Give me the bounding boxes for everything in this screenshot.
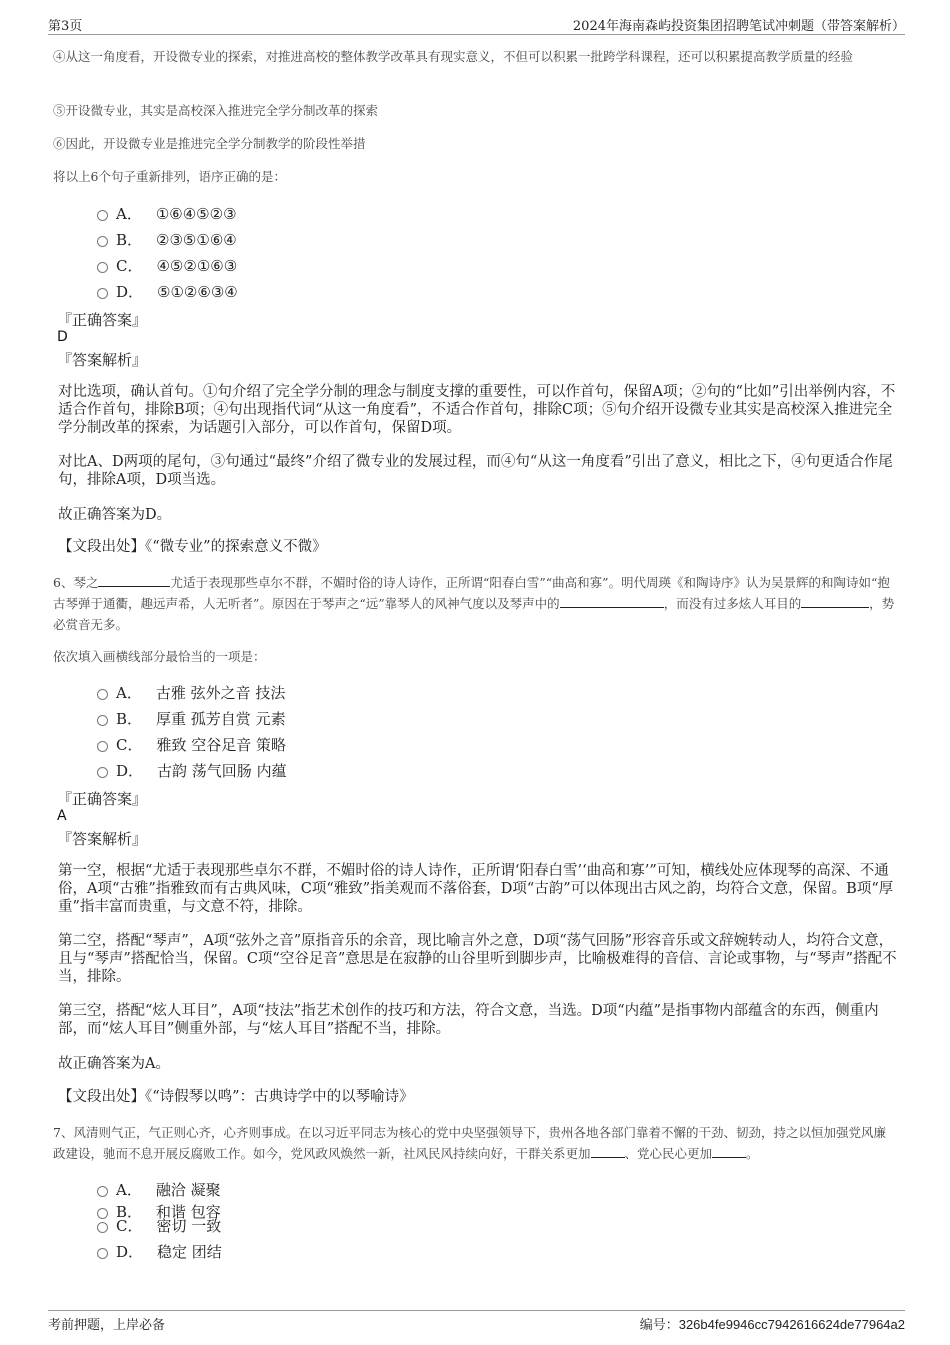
radio-icon[interactable] bbox=[97, 767, 108, 778]
footer-slogan: 考前押题，上岸必备 bbox=[48, 1318, 166, 1333]
fill-blank bbox=[560, 595, 664, 608]
analysis-paragraph: 第三空，搭配“炫人耳目”，A项“技法”指艺术创作的技巧和方法，符合文意，当选。D项“内蕴”是指事物内部蕴含的东西，侧重内部，而“炫人耳目”侧重外部，与“炫人耳目”搭配不当，排除。 bbox=[58, 1003, 879, 1037]
q5-option-b[interactable]: B． ②③⑤①⑥④ bbox=[97, 229, 237, 250]
sentence-4: ④从这一角度看，开设微专业的探索，对推进高校的整体教学改革具有现实意义，不但可以积累一批跨学科课程，还可以积累提高教学质量的经验 bbox=[53, 49, 854, 64]
analysis-heading: 『答案解析』 bbox=[57, 351, 148, 369]
answer-heading: 『正确答案』 bbox=[57, 311, 148, 329]
radio-icon[interactable] bbox=[97, 741, 108, 752]
radio-icon[interactable] bbox=[97, 288, 108, 299]
q7-option-d[interactable]: D． 稳定 团结 bbox=[97, 1241, 222, 1262]
radio-icon[interactable] bbox=[97, 1248, 108, 1259]
q6-option-c[interactable]: C． 雅致 空谷足音 策略 bbox=[97, 734, 286, 755]
analysis-paragraph: 第一空，根据“尤适于表现那些卓尔不群，不媚时俗的诗人诗作，正所谓‘阳春白雪’‘曲高和寡’”可知，横线处应体现琴的高深、不通俗，A项“古雅”指雅致而有古典风味，C项“雅致”指美观而不落俗套，D项“古韵”可以体现出古风之韵，均符合文意，保留。B项“厚重”指丰富而贵重，与文意不符，排除。 bbox=[58, 863, 894, 915]
question-stem: 6、琴之 尤适于表现那些卓尔不群，不媚时俗的诗人诗作，正所谓“阳春白雪”“曲高和寡”。明代周瑛《和陶诗序》认为吴景辉的和陶诗如“抱古琴弹于通衢，趣远声希，人无听者”。原因在于琴声之“远”靠琴人的风神气度以及琴声中的 ，而没有过多炫人耳目的 ，势必赏音无多。 bbox=[53, 575, 895, 632]
q7-option-c[interactable]: C． 密切 一致 bbox=[97, 1215, 221, 1236]
radio-icon[interactable] bbox=[97, 262, 108, 273]
analysis-conclusion: 故正确答案为D。 bbox=[58, 507, 172, 523]
question-stem: 7、风清则气正，气正则心齐，心齐则事成。在以习近平同志为核心的党中央坚强领导下，贵州各地各部门靠着不懈的干劲、韧劲，持之以恒加强党风廉政建设，驰而不息开展反腐败工作。如今，党风政风焕然一新，社风民风持续向好，干群关系更加 、党心民心更加 。 bbox=[53, 1125, 886, 1161]
question-prompt: 依次填入画横线部分最恰当的一项是： bbox=[53, 649, 266, 664]
page-number: 第3页 bbox=[48, 19, 83, 34]
source-citation: 【文段出处】《“诗假琴以鸣”：古典诗学中的以琴喻诗》 bbox=[58, 1089, 414, 1105]
sentence-6: ⑥因此，开设微专业是推进完全学分制教学的阶段性举措 bbox=[53, 136, 366, 151]
q6-option-a[interactable]: A． 古雅 弦外之音 技法 bbox=[97, 682, 285, 703]
q7-option-a[interactable]: A． 融洽 凝聚 bbox=[97, 1179, 221, 1200]
analysis-conclusion: 故正确答案为A。 bbox=[58, 1056, 170, 1072]
fill-blank bbox=[98, 574, 170, 587]
footer-divider bbox=[48, 1310, 905, 1311]
answer-value: A bbox=[57, 808, 67, 824]
analysis-paragraph: 对比A、D两项的尾句，③句通过“最终”介绍了微专业的发展过程，而④句“从这一角度看”引出了意义，相比之下，④句更适合作尾句，排除A项，D项当选。 bbox=[58, 454, 893, 488]
fill-blank bbox=[712, 1145, 746, 1158]
radio-icon[interactable] bbox=[97, 689, 108, 700]
answer-heading: 『正确答案』 bbox=[57, 790, 148, 808]
analysis-paragraph: 对比选项，确认首句。①句介绍了完全学分制的理念与制度支撑的重要性，可以作首句，保留A项；②句的“比如”引出举例内容，不适合作首句，排除B项；④句出现指代词“从这一角度看”，不适合作首句，排除C项；⑤句介绍开设微专业其实是高校深入推进完全学分制改革的探索，为话题引入部分，可以作首句，保留D项。 bbox=[58, 384, 896, 436]
document-id: 编号：326b4fe9946cc7942616624de77964a2 bbox=[639, 1317, 905, 1333]
radio-icon[interactable] bbox=[97, 1222, 108, 1233]
q5-option-c[interactable]: C． ④⑤②①⑥③ bbox=[97, 255, 237, 276]
q5-option-a[interactable]: A． ①⑥④⑤②③ bbox=[97, 203, 237, 224]
radio-icon[interactable] bbox=[97, 1186, 108, 1197]
analysis-paragraph: 第二空，搭配“琴声”，A项“弦外之音”原指音乐的余音，现比喻言外之意，D项“荡气回肠”形容音乐或文辞婉转动人，均符合文意，且与“琴声”搭配恰当，保留。C项“空谷足音”意思是在寂静的山谷里听到脚步声，比喻极难得的音信、言论或事物，与“琴声”搭配不当，排除。 bbox=[58, 933, 897, 985]
q7-option-b[interactable]: B． 和谐 包容 bbox=[97, 1201, 221, 1222]
fill-blank bbox=[801, 595, 869, 608]
analysis-heading: 『答案解析』 bbox=[57, 830, 148, 848]
document-code: 326b4fe9946cc7942616624de77964a2 bbox=[678, 1317, 905, 1332]
q5-option-d[interactable]: D． ⑤①②⑥③④ bbox=[97, 281, 238, 302]
radio-icon[interactable] bbox=[97, 210, 108, 221]
q6-option-b[interactable]: B． 厚重 孤芳自赏 元素 bbox=[97, 708, 286, 729]
question-prompt: 将以上6个句子重新排列，语序正确的是： bbox=[53, 169, 286, 184]
fill-blank bbox=[591, 1145, 625, 1158]
document-title: 2024年海南森屿投资集团招聘笔试冲刺题（带答案解析） bbox=[572, 19, 905, 34]
answer-value: D bbox=[57, 329, 68, 345]
radio-icon[interactable] bbox=[97, 236, 108, 247]
radio-icon[interactable] bbox=[97, 715, 108, 726]
source-citation: 【文段出处】《“微专业”的探索意义不微》 bbox=[58, 539, 327, 555]
header-divider bbox=[48, 34, 905, 35]
q6-option-d[interactable]: D． 古韵 荡气回肠 内蕴 bbox=[97, 760, 287, 781]
sentence-5: ⑤开设微专业，其实是高校深入推进完全学分制改革的探索 bbox=[53, 103, 379, 118]
